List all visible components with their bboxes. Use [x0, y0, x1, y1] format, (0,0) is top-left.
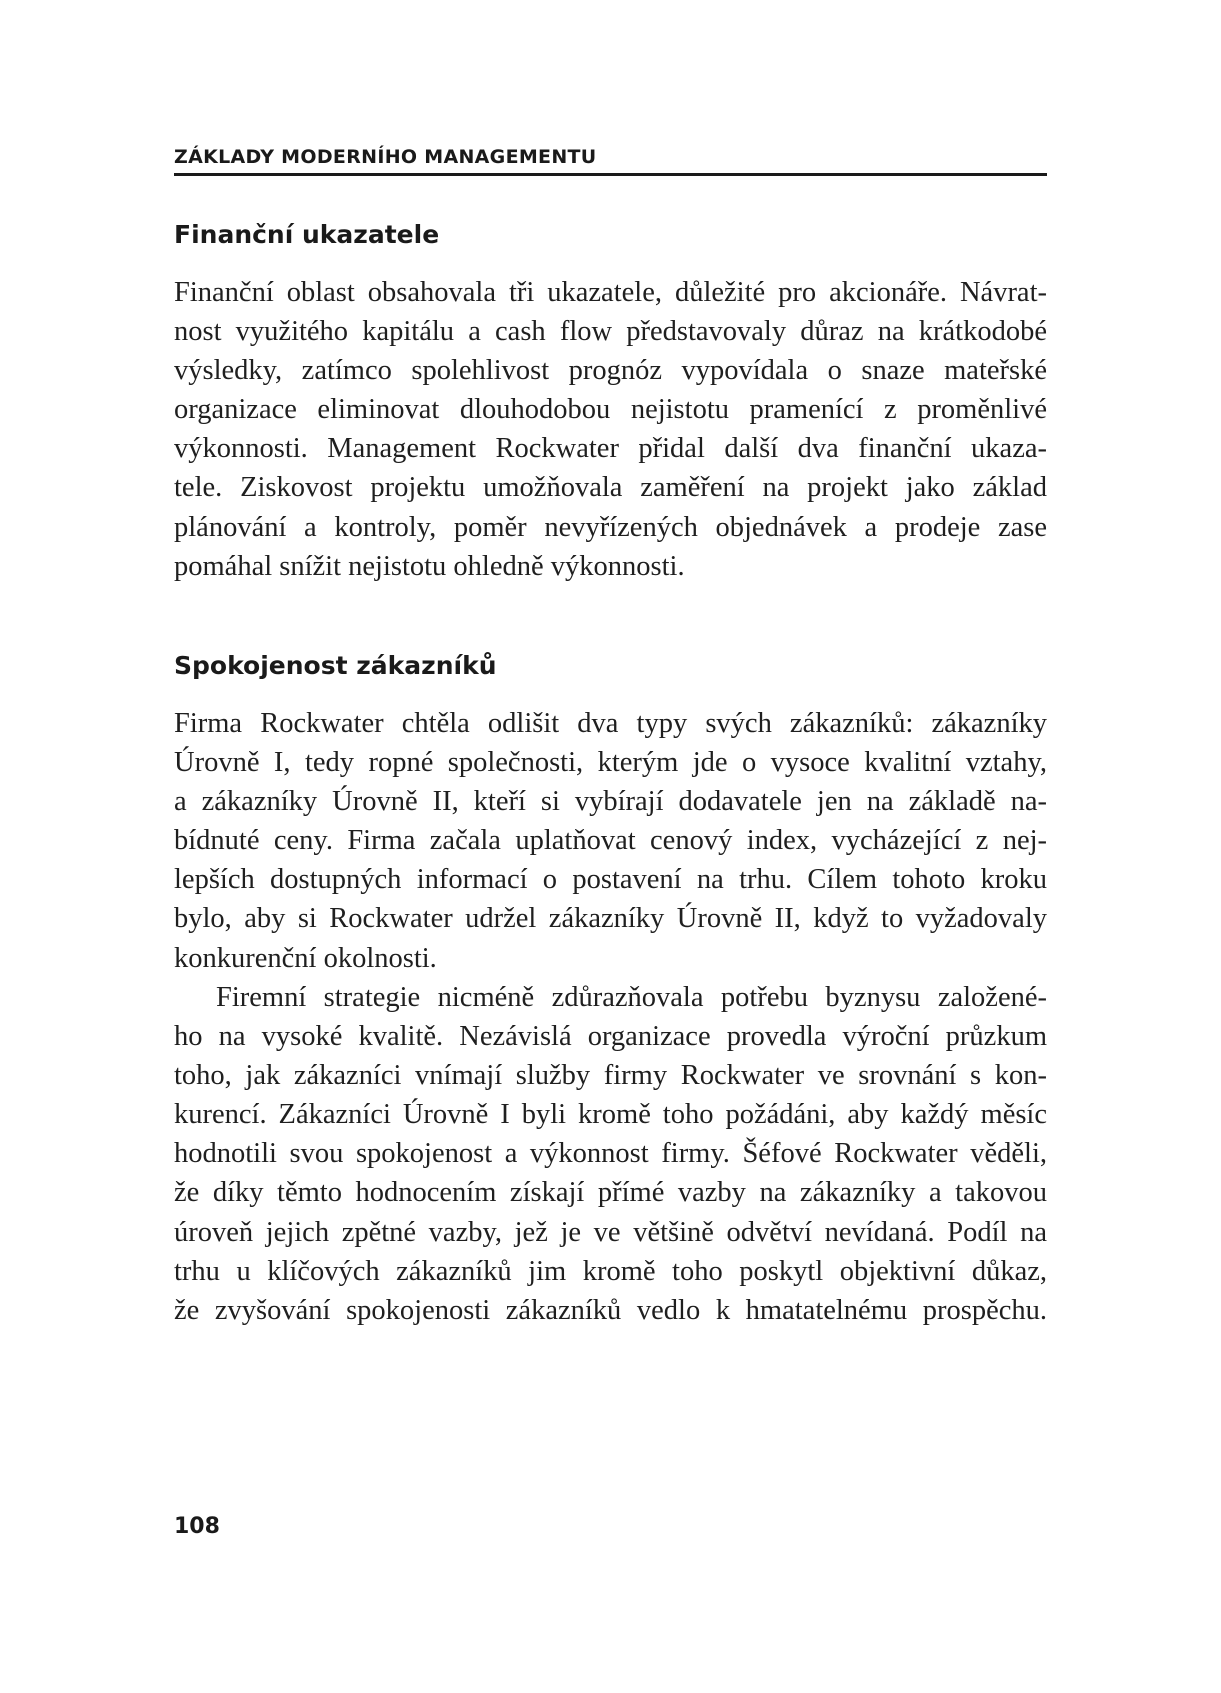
text-line: výkonnosti. Management Rockwater přidal další dva finanční ukaza-: [174, 433, 1047, 465]
text-line: kurencí. Zákazníci Úrovně I byli kromě toho požádáni, aby každý měsíc: [174, 1099, 1047, 1131]
text-line: trhu u klíčových zákazníků jim kromě toho poskytl objektivní důkaz,: [174, 1255, 1047, 1287]
text-line: toho, jak zákazníci vnímají služby firmy Rockwater ve srovnání s kon-: [174, 1060, 1047, 1092]
text-line: nost využitého kapitálu a cash flow představovaly důraz na krátkodobé: [174, 316, 1047, 348]
header-rule: [174, 173, 1047, 176]
page-number: 108: [174, 1514, 220, 1539]
running-head: ZÁKLADY MODERNÍHO MANAGEMENTU: [174, 146, 597, 168]
text-line: bídnuté ceny. Firma začala uplatňovat cenový index, vycházející z nej-: [174, 825, 1047, 857]
text-line: a zákazníky Úrovně II, kteří si vybírají dodavatele jen na základě na-: [174, 786, 1047, 818]
paragraph-financial: [174, 273, 1047, 586]
text-line: lepších dostupných informací o postavení na trhu. Cílem tohoto kroku: [174, 864, 1047, 896]
text-line: Finanční oblast obsahovala tři ukazatele, důležité pro akcionáře. Návrat-: [174, 277, 1047, 308]
paragraph-customer-types: [174, 704, 1047, 978]
paragraph-strategy: [174, 978, 1047, 1330]
text-line: ho na vysoké kvalitě. Nezávislá organizace provedla výroční průzkum: [174, 1021, 1047, 1053]
text-line: tele. Ziskovost projektu umožňovala zaměření na projekt jako základ: [174, 472, 1047, 504]
text-line: Firemní strategie nicméně zdůrazňovala potřebu byznysu založené-: [216, 982, 1047, 1013]
text-line: úroveň jejich zpětné vazby, jež je ve většině odvětví nevídaná. Podíl na: [174, 1216, 1047, 1248]
text-line: plánování a kontroly, poměr nevyřízených objednávek a prodeje zase: [174, 511, 1047, 543]
text-line: Firma Rockwater chtěla odlišit dva typy svých zákazníků: zákazníky: [174, 708, 1047, 739]
text-line: že díky těmto hodnocením získají přímé vazby na zákazníky a takovou: [174, 1177, 1047, 1209]
text-line: že zvyšování spokojenosti zákazníků vedlo k hmatatelnému prospěchu.: [174, 1294, 1047, 1326]
text-line: hodnotili svou spokojenost a výkonnost firmy. Šéfové Rockwater věděli,: [174, 1138, 1047, 1170]
text-line: bylo, aby si Rockwater udržel zákazníky Úrovně II, když to vyžadovaly: [174, 903, 1047, 935]
text-line: výsledky, zatímco spolehlivost prognóz vypovídala o snaze mateřské: [174, 355, 1047, 387]
section-heading-customer-satisfaction: Spokojenost zákazníků: [174, 651, 497, 680]
text-line: konkurenční okolnosti.: [174, 942, 437, 974]
text-line: Úrovně I, tedy ropné společnosti, kterým jde o vysoce kvalitní vztahy,: [174, 747, 1047, 779]
section-heading-financial: Finanční ukazatele: [174, 220, 440, 249]
text-line: pomáhal snížit nejistotu ohledně výkonnosti.: [174, 550, 685, 582]
text-line: organizace eliminovat dlouhodobou nejistotu pramenící z proměnlivé: [174, 394, 1047, 426]
